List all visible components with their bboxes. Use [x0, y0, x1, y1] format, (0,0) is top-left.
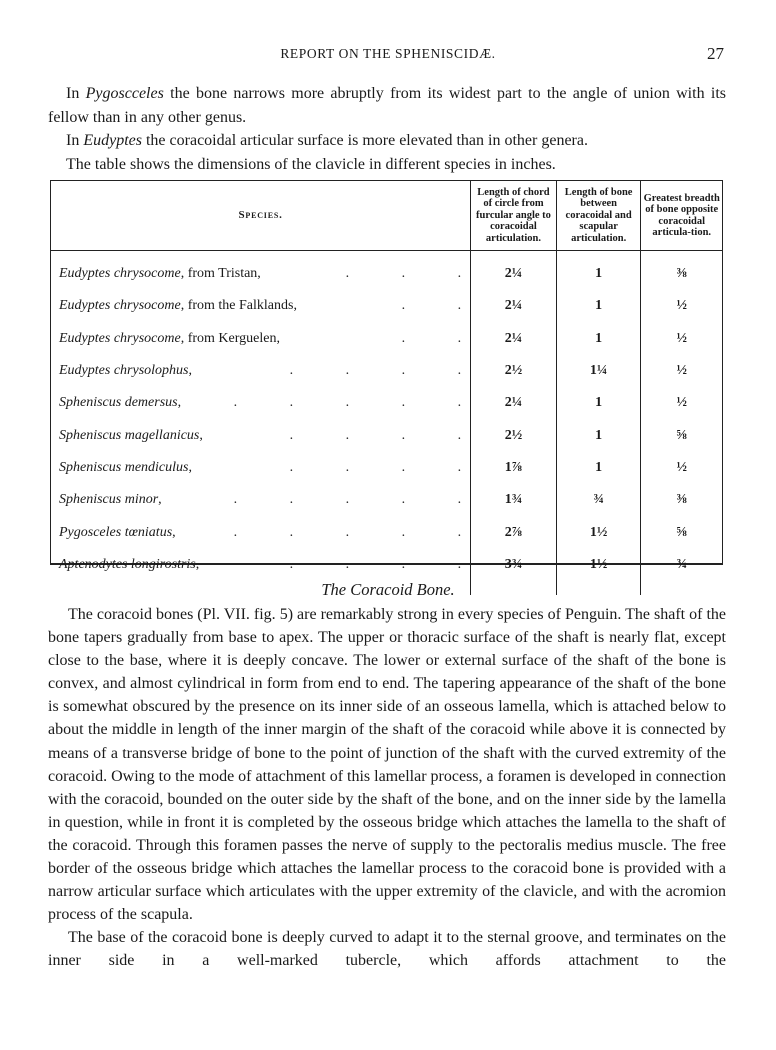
breadth-cell: ½: [641, 323, 722, 355]
leader-dots: . . .: [345, 266, 462, 282]
species-binomial: Spheniscus demersus: [59, 395, 178, 411]
chord-cell: 2⅞: [471, 516, 557, 548]
text: In: [66, 85, 86, 102]
text: In: [66, 132, 84, 149]
leader-dots: . . . .: [289, 363, 462, 379]
species-cell: [51, 419, 471, 451]
intro-paragraph-1: [48, 82, 726, 129]
species-cell: [51, 452, 471, 484]
species-binomial: Aptenodytes longirostris: [59, 556, 196, 572]
breadth-cell: ½: [641, 452, 722, 484]
table-row: [51, 516, 722, 548]
table: [51, 181, 722, 595]
species-binomial: Spheniscus mendiculus: [59, 459, 189, 475]
table-row: [51, 452, 722, 484]
leader-dots: . . . . .: [233, 492, 462, 508]
chord-cell: 3¾: [471, 549, 557, 581]
chord-cell: 1⅞: [471, 452, 557, 484]
species-cell: [51, 387, 471, 419]
species-locality: ,: [195, 556, 200, 572]
species-cell: [51, 290, 471, 322]
chord-cell: 2¼: [471, 251, 557, 291]
species-binomial: Eudyptes chrysocome: [59, 298, 181, 314]
bone-length-cell: 1½: [556, 549, 641, 581]
leader-dots: . . . .: [289, 427, 462, 443]
section-title: The Coracoid Bone.: [321, 580, 455, 599]
bone-length-cell: 1: [556, 290, 641, 322]
chord-cell: 1¾: [471, 484, 557, 516]
species-locality: ,: [199, 427, 203, 443]
body-text: [48, 603, 726, 973]
breadth-cell: ½: [641, 355, 722, 387]
species-name: [59, 492, 162, 508]
species-locality: ,: [188, 363, 192, 379]
species-name: [59, 525, 176, 541]
species-binomial: Spheniscus minor: [59, 492, 159, 508]
species-name: [59, 363, 192, 379]
breadth-cell: ¾: [641, 549, 722, 581]
species-locality: ,: [172, 524, 176, 540]
bone-length-cell: 1½: [556, 516, 641, 548]
species-name: [59, 557, 199, 573]
leader-dots: . . . .: [289, 556, 462, 572]
breadth-cell: ⅜: [641, 484, 722, 516]
species-locality: , from the Falklands,: [180, 298, 297, 314]
breadth-cell: ⅜: [641, 251, 722, 291]
breadth-cell: ½: [641, 387, 722, 419]
table-row: [51, 549, 722, 581]
table-row: [51, 251, 722, 291]
leader-dots: . . . . .: [233, 395, 462, 411]
genus-name: Pygoscceles: [85, 85, 164, 102]
table-row: [51, 323, 722, 355]
bone-length-cell: 1: [556, 419, 641, 451]
column-header-bone-length: Length of bone between coracoidal and scapular articulation.: [556, 181, 641, 251]
chord-cell: 2½: [471, 355, 557, 387]
species-name: [59, 331, 280, 347]
breadth-cell: ½: [641, 290, 722, 322]
species-name: [59, 460, 192, 476]
leader-dots: . . . . .: [233, 524, 462, 540]
chord-cell: 2½: [471, 419, 557, 451]
species-locality: ,: [158, 492, 162, 508]
bone-length-cell: 1: [556, 387, 641, 419]
species-cell: [51, 516, 471, 548]
bone-length-cell: ¾: [556, 484, 641, 516]
text: the coracoidal articular surface is more elevated than in other genera.: [141, 132, 588, 149]
species-locality: ,: [188, 459, 192, 475]
leader-dots: . .: [401, 298, 462, 314]
body-paragraph-2: The base of the coracoid bone is deeply curved to adapt it to the sternal groove, and terminates on the inner side in a well-marked tubercle, which affords attachment to the: [48, 929, 726, 970]
bone-length-cell: 1: [556, 323, 641, 355]
species-cell: [51, 549, 471, 581]
bone-length-cell: 1¼: [556, 355, 641, 387]
species-name: [59, 395, 181, 411]
intro-paragraphs: [48, 82, 726, 176]
breadth-cell: ⅝: [641, 419, 722, 451]
breadth-cell: ⅝: [641, 516, 722, 548]
chord-cell: 2¼: [471, 323, 557, 355]
species-name: [59, 266, 261, 282]
species-cell: [51, 251, 471, 291]
table-header-row: [51, 181, 722, 251]
genus-name: Eudyptes: [83, 132, 142, 149]
species-binomial: Spheniscus magellanicus: [59, 427, 200, 443]
running-title: REPORT ON THE SPHENISCIDÆ.: [280, 46, 496, 61]
table-row: [51, 355, 722, 387]
bone-length-cell: 1: [556, 251, 641, 291]
table-row: [51, 290, 722, 322]
intro-paragraph-3: The table shows the dimensions of the clavicle in different species in inches.: [66, 155, 556, 173]
chord-cell: 2¼: [471, 387, 557, 419]
species-locality: ,: [177, 395, 182, 411]
species-binomial: Eudyptes chrysocome: [59, 330, 181, 346]
clavicle-dimensions-table: [50, 180, 723, 572]
species-name: [59, 298, 297, 314]
table-row: [51, 387, 722, 419]
intro-paragraph-2: [48, 129, 726, 153]
species-binomial: Pygosceles tœniatus: [59, 524, 173, 540]
leader-dots: . . . .: [289, 459, 462, 475]
column-header-breadth: Greatest breadth of bone opposite coracoidal articula-tion.: [641, 181, 722, 251]
species-locality: , from Kerguelen,: [180, 330, 280, 346]
column-header-species: Species.: [51, 181, 471, 251]
page-number: 27: [707, 44, 724, 63]
text: the bone narrows more abruptly from its widest part to the angle of union with its fellow than in any other genus.: [48, 85, 726, 126]
species-binomial: Eudyptes chrysolophus: [59, 363, 189, 379]
table-row: [51, 419, 722, 451]
species-name: [59, 428, 203, 444]
species-binomial: Eudyptes chrysocome: [59, 266, 181, 282]
table-body: [51, 251, 722, 595]
body-paragraph-1: The coracoid bones (Pl. VII. fig. 5) are remarkably strong in every species of Penguin. The shaft of the bone tapers gradually from base to apex. The upper or thoracic surface of the shaft is nearly flat, except close to the base, where it is deeply concave. The lower or external surface of the shaft of the bone is convex, and almost cylindrical in form from end to end. The tapering appearance of the shaft of the bone is somewhat obscured by the presence on its inner side of an osseous lamella, which is attached below to about the middle in length of the inner margin of the shaft of the coracoid while above it is connected by means of a transverse bridge of bone to the point of junction of the shaft with the curved extremity of the coracoid. Owing to the mode of attachment of this lamellar process, a foramen is developed in connection with the coracoid, bounded on the outer side by the shaft of the bone, and on the inner side by the lamella in question, while in front it is completed by the osseous bridge which attaches the lamella to the shaft of the coracoid. Through this foramen passes the nerve of supply to the pectoralis medius muscle. The free border of the osseous bridge which attaches the lamellar process to the coracoid bone is provided with a narrow articular surface which articulates with the upper extremity of the clavicle, and with the acromion process of the scapula.: [48, 606, 726, 924]
chord-cell: 2¼: [471, 290, 557, 322]
leader-dots: . .: [401, 330, 462, 346]
species-cell: [51, 484, 471, 516]
species-cell: [51, 323, 471, 355]
species-locality: , from Tristan,: [180, 266, 261, 282]
species-cell: [51, 355, 471, 387]
table-row: [51, 484, 722, 516]
running-head: [0, 44, 776, 66]
bone-length-cell: 1: [556, 452, 641, 484]
column-header-chord: Length of chord of circle from furcular angle to coracoidal articulation.: [471, 181, 557, 251]
